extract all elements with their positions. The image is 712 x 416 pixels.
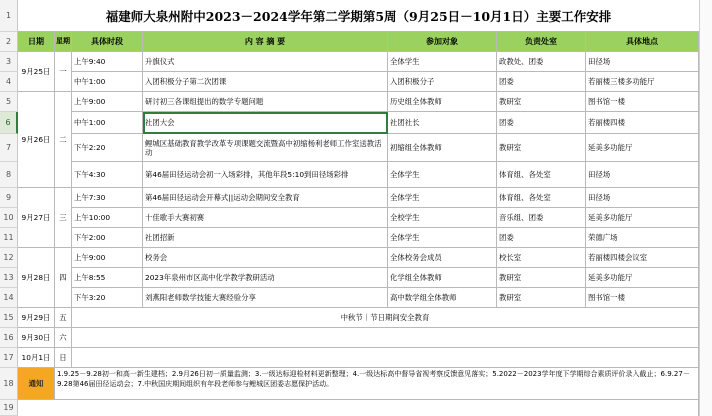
time-cell[interactable]: 上午9:00 xyxy=(72,92,143,112)
date-cell[interactable]: 9月27日 xyxy=(18,188,55,248)
location-cell[interactable]: 图书馆一楼 xyxy=(586,288,699,308)
row-header-1[interactable]: 1 xyxy=(0,0,18,32)
content-cell[interactable]: 第46届田径运动会开幕式||运动会期间安全教育 xyxy=(143,188,388,208)
row-header-7[interactable]: 7 xyxy=(0,134,18,162)
participants-cell[interactable]: 全体校务会成员 xyxy=(388,248,497,268)
department-cell[interactable]: 团委 xyxy=(497,112,586,134)
time-cell[interactable]: 上午8:55 xyxy=(72,268,143,288)
content-cell[interactable]: 入团积极分子第二次团课 xyxy=(143,72,388,92)
row-header-8[interactable]: 8 xyxy=(0,162,18,188)
row-header-16[interactable]: 16 xyxy=(0,328,18,348)
content-cell[interactable]: 十佳歌手大赛初赛 xyxy=(143,208,388,228)
participants-cell[interactable]: 入团积极分子 xyxy=(388,72,497,92)
row-header-2[interactable]: 2 xyxy=(0,32,18,52)
department-cell[interactable]: 教研室 xyxy=(497,134,586,162)
time-cell[interactable]: 中午1:00 xyxy=(72,112,143,134)
content-cell-selected[interactable]: 社团大会 xyxy=(143,112,388,134)
row-header-14[interactable]: 14 xyxy=(0,288,18,308)
row-header-10[interactable]: 10 xyxy=(0,208,18,228)
location-cell[interactable]: 延美多功能厅 xyxy=(586,268,699,288)
row-header-19[interactable]: 19 xyxy=(0,400,18,416)
weekday-cell[interactable]: 二 xyxy=(55,92,72,188)
participants-cell[interactable]: 社团社长 xyxy=(388,112,497,134)
department-cell[interactable]: 体育组、各处室 xyxy=(497,162,586,188)
participants-cell[interactable]: 历史组全体教师 xyxy=(388,92,497,112)
location-cell[interactable]: 田径场 xyxy=(586,52,699,72)
location-cell[interactable]: 若丽楼三楼多功能厅 xyxy=(586,72,699,92)
participants-cell[interactable]: 全体学生 xyxy=(388,52,497,72)
date-cell[interactable]: 9月25日 xyxy=(18,52,55,92)
content-cell[interactable]: 研讨初三各课组提出的数学专题问题 xyxy=(143,92,388,112)
location-cell[interactable]: 田径场 xyxy=(586,188,699,208)
empty-cell[interactable] xyxy=(72,348,699,368)
content-cell[interactable]: 刘燕阳老师数学技能大赛经验分享 xyxy=(143,288,388,308)
department-cell[interactable]: 团委 xyxy=(497,228,586,248)
weekday-cell[interactable]: 五 xyxy=(55,308,72,328)
header-date[interactable]: 日期 xyxy=(18,32,55,52)
participants-cell[interactable]: 全体学生 xyxy=(388,162,497,188)
time-cell[interactable]: 下午2:20 xyxy=(72,134,143,162)
header-department[interactable]: 负责处室 xyxy=(497,32,586,52)
content-cell[interactable]: 第46届田径运动会初一入场彩排，其他年段5:10到田径场彩排 xyxy=(143,162,388,188)
row-header-18[interactable]: 18 xyxy=(0,368,18,400)
weekday-cell[interactable]: 四 xyxy=(55,248,72,308)
header-time[interactable]: 具体时段 xyxy=(72,32,143,52)
date-cell[interactable]: 9月29日 xyxy=(18,308,55,328)
empty-row[interactable] xyxy=(18,400,699,416)
location-cell[interactable]: 延美多功能厅 xyxy=(586,134,699,162)
sheet-title[interactable]: 福建师大泉州附中2023－2024学年第二学期第5周（9月25日－10月1日）主要工作安排 xyxy=(18,0,699,32)
content-cell[interactable]: 升旗仪式 xyxy=(143,52,388,72)
department-cell[interactable]: 教研室 xyxy=(497,92,586,112)
row-header-13[interactable]: 13 xyxy=(0,268,18,288)
row-header-17[interactable]: 17 xyxy=(0,348,18,368)
content-cell[interactable]: 校务会 xyxy=(143,248,388,268)
weekday-cell[interactable]: 日 xyxy=(55,348,72,368)
empty-cell[interactable] xyxy=(72,328,699,348)
row-header-4[interactable]: 4 xyxy=(0,72,18,92)
time-cell[interactable]: 上午9:40 xyxy=(72,52,143,72)
location-cell[interactable]: 田径场 xyxy=(586,162,699,188)
row-header-3[interactable]: 3 xyxy=(0,52,18,72)
location-cell[interactable]: 若丽楼四楼会议室 xyxy=(586,248,699,268)
row-header-9[interactable]: 9 xyxy=(0,188,18,208)
content-cell[interactable]: 2023年泉州市区高中化学教学教研活动 xyxy=(143,268,388,288)
date-cell[interactable]: 9月30日 xyxy=(18,328,55,348)
time-cell[interactable]: 下午4:30 xyxy=(72,162,143,188)
header-weekday[interactable]: 星期 xyxy=(55,32,72,52)
participants-cell[interactable]: 高中数学组全体教师 xyxy=(388,288,497,308)
content-cell[interactable]: 鲤城区基础教育教学改革专项课题交流暨高中初缩杨利老师工作室送教活动 xyxy=(143,134,388,162)
department-cell[interactable]: 音乐组、团委 xyxy=(497,208,586,228)
row-header-11[interactable]: 11 xyxy=(0,228,18,248)
time-cell[interactable]: 下午2:00 xyxy=(72,228,143,248)
header-location[interactable]: 具体地点 xyxy=(586,32,699,52)
department-cell[interactable]: 教研室 xyxy=(497,288,586,308)
time-cell[interactable]: 下午3:20 xyxy=(72,288,143,308)
weekday-cell[interactable]: 三 xyxy=(55,188,72,248)
location-cell[interactable]: 延美多功能厅 xyxy=(586,208,699,228)
department-cell[interactable]: 政教处、团委 xyxy=(497,52,586,72)
notice-text[interactable]: 1.9.25－9.28初一和高一新生建档；2.9月26日初一质量监测；3.一级达标迎检材料更新整理；4.一级达标高中督导省视考察反馈意见落实；5.2022－2023学年度下学期综合素质评价录入截止；6.9.27－9.28第46届田径运动会；7.中秋国庆期间组织有年段老师参与鲤城区团委志愿保护活动。 xyxy=(55,368,699,400)
weekday-cell[interactable]: 一 xyxy=(55,52,72,92)
time-cell[interactable]: 上午7:30 xyxy=(72,188,143,208)
participants-cell[interactable]: 全体学生 xyxy=(388,228,497,248)
row-header-5[interactable]: 5 xyxy=(0,92,18,112)
location-cell[interactable]: 若丽楼四楼 xyxy=(586,112,699,134)
location-cell[interactable]: 图书馆一楼 xyxy=(586,92,699,112)
content-cell[interactable]: 社团招新 xyxy=(143,228,388,248)
header-content[interactable]: 内 容 摘 要 xyxy=(143,32,388,52)
department-cell[interactable]: 教研室 xyxy=(497,268,586,288)
sheet-right-edge xyxy=(699,0,712,416)
notice-label[interactable]: 通知 xyxy=(18,368,55,400)
participants-cell[interactable]: 全体学生 xyxy=(388,188,497,208)
participants-cell[interactable]: 全校学生 xyxy=(388,208,497,228)
header-participants[interactable]: 参加对象 xyxy=(388,32,497,52)
department-cell[interactable]: 体育组、各处室 xyxy=(497,188,586,208)
row-header-6[interactable]: 6 xyxy=(0,112,18,134)
time-cell[interactable]: 上午10:00 xyxy=(72,208,143,228)
time-cell[interactable]: 上午9:00 xyxy=(72,248,143,268)
location-cell[interactable]: 荣德广场 xyxy=(586,228,699,248)
time-cell[interactable]: 中午1:00 xyxy=(72,72,143,92)
department-cell[interactable]: 团委 xyxy=(497,72,586,92)
row-header-12[interactable]: 12 xyxy=(0,248,18,268)
row-header-15[interactable]: 15 xyxy=(0,308,18,328)
weekday-cell[interactable]: 六 xyxy=(55,328,72,348)
date-cell[interactable]: 9月26日 xyxy=(18,92,55,188)
date-cell[interactable]: 10月1日 xyxy=(18,348,55,368)
department-cell[interactable]: 校长室 xyxy=(497,248,586,268)
date-cell[interactable]: 9月28日 xyxy=(18,248,55,308)
participants-cell[interactable]: 化学组全体教师 xyxy=(388,268,497,288)
holiday-note-cell[interactable]: 中秋节｜节日期间安全教育 xyxy=(72,308,699,328)
participants-cell[interactable]: 初缩组全体教师 xyxy=(388,134,497,162)
